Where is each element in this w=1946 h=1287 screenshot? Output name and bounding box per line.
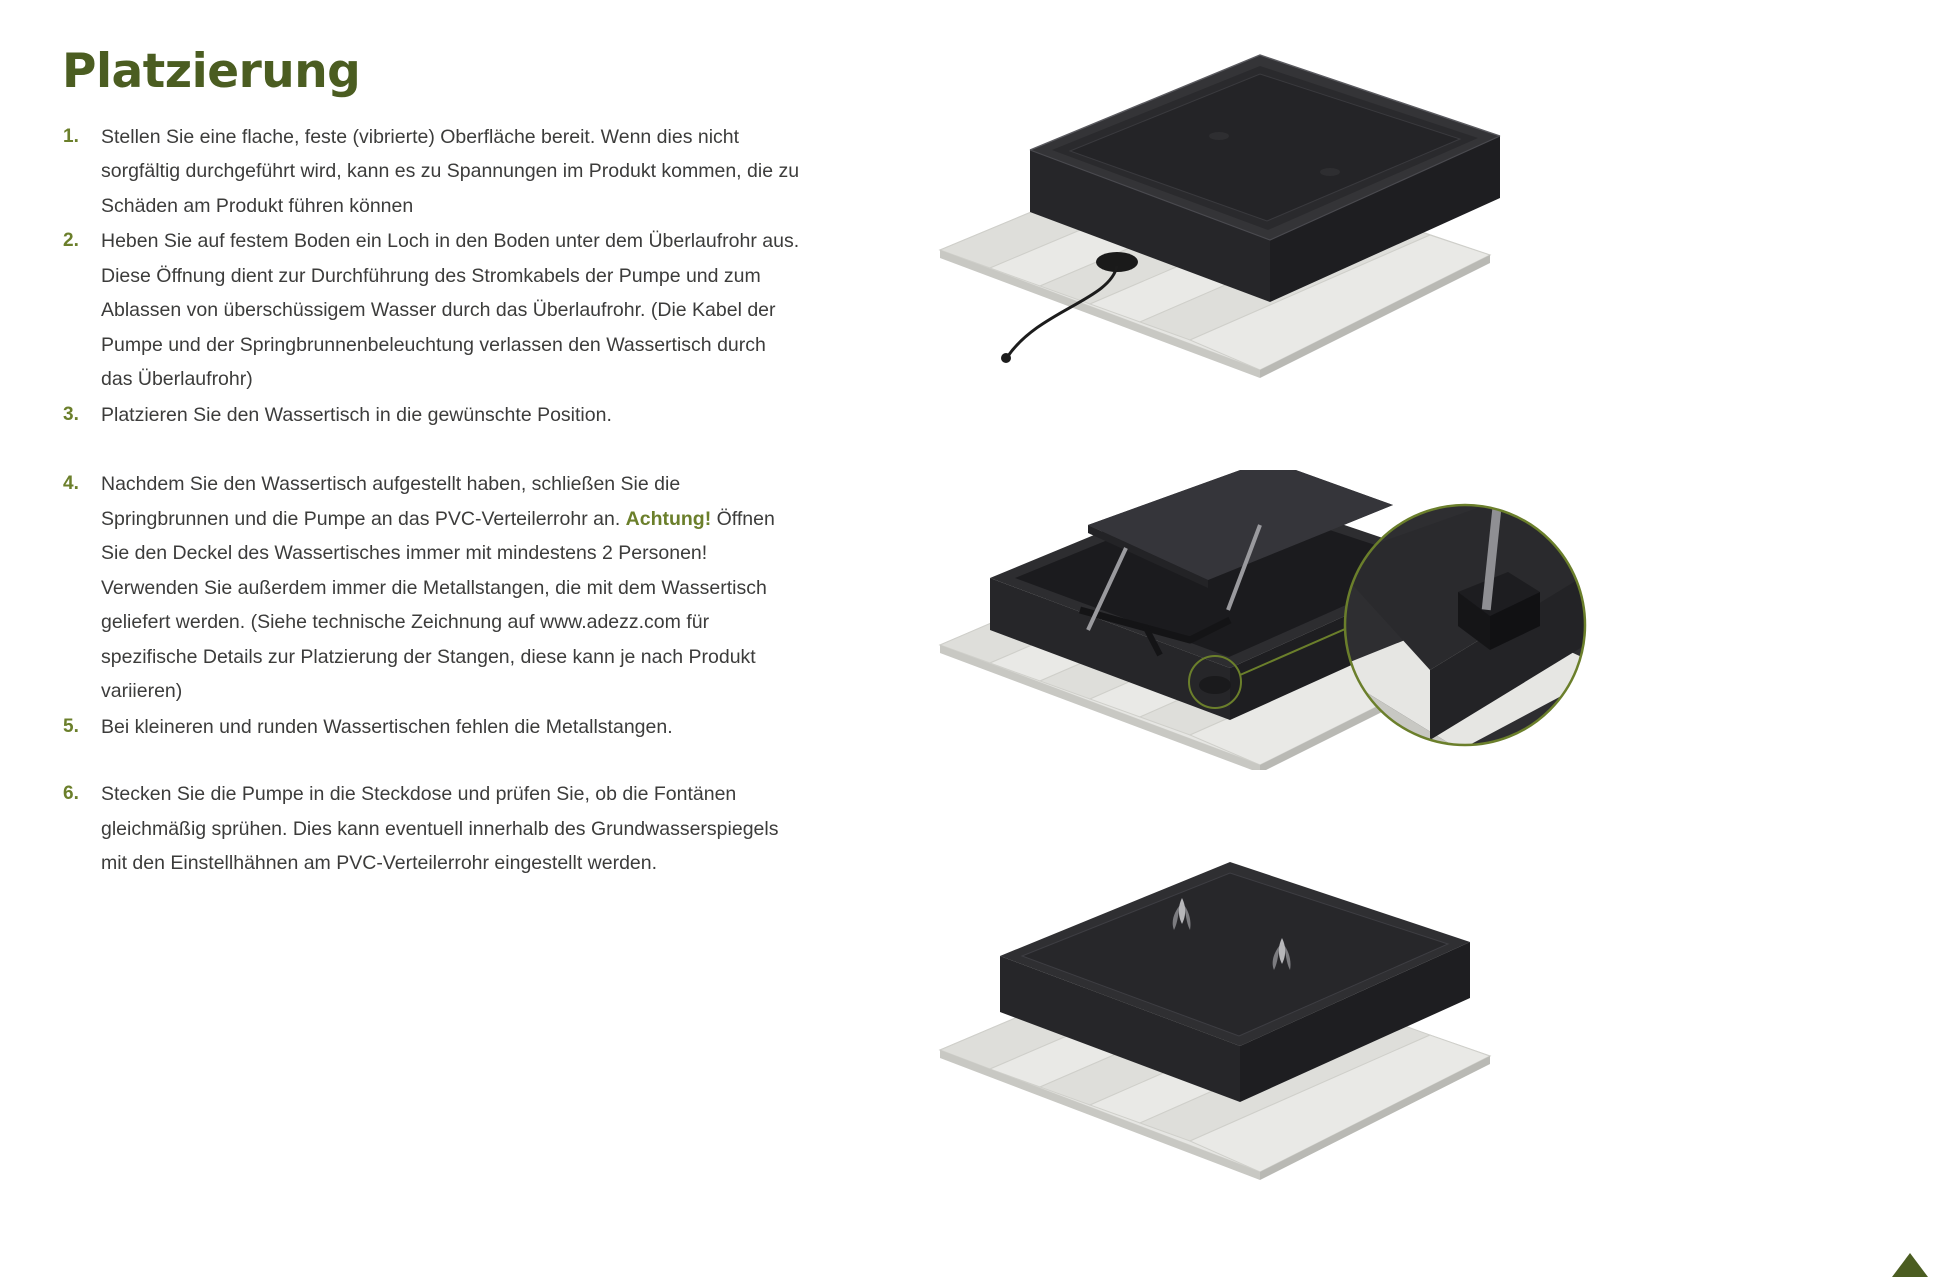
list-item <box>62 398 822 433</box>
step-text: Platzieren Sie den Wassertisch in die gewünschte Position. <box>101 403 612 426</box>
illustration-water-table-fountains <box>930 860 1550 1190</box>
step-text: Stellen Sie eine flache, feste (vibrierte) Oberfläche bereit. Wenn dies nicht sorgfältig durchgeführt wird, kann es zu Spannungen im Produkt kommen, die zu Schäden am Produkt führen können <box>101 125 800 217</box>
step-text-part: Öffnen Sie den Deckel des Wassertisches immer mit mindestens 2 Personen! Verwenden Sie außerdem immer die Metallstangen, die mit dem Wassertisch geliefert werden. (Siehe technische Zeichnung auf www.adezz.com für spezifische Details zur Platzierung der Stangen, diese kann je nach Produkt variieren) <box>101 507 775 703</box>
page-title: Platzierung <box>62 44 361 99</box>
step-text: Bei kleineren und runden Wassertischen fehlen die Metallstangen. <box>101 715 673 738</box>
step-text: Heben Sie auf festem Boden ein Loch in den Boden unter dem Überlaufrohr aus. Diese Öffnung dient zur Durchführung des Stromkabels der Pumpe und zum Ablassen von überschüssigem Wasser durch das Überlaufrohr. (Die Kabel der Pumpe und der Springbrunnenbeleuchtung verlassen den Wassertisch durch das Überlaufrohr) <box>101 230 800 391</box>
step-text <box>101 467 801 709</box>
step-number: 4. <box>63 473 79 495</box>
list-item <box>62 467 822 709</box>
illustrations-column <box>930 0 1946 1287</box>
rod-bracket <box>1199 676 1231 694</box>
step-number: 2. <box>63 230 79 252</box>
instructions-column <box>62 46 822 882</box>
step-number: 5. <box>63 715 79 737</box>
step-number: 1. <box>63 125 79 147</box>
warning-label: Achtung! <box>625 507 712 530</box>
list-item <box>62 710 822 745</box>
list-item <box>62 777 822 881</box>
corner-mark-icon <box>1888 1249 1932 1279</box>
step-number: 3. <box>63 403 79 425</box>
step-number: 6. <box>63 783 79 805</box>
list-item <box>62 224 822 397</box>
list-item <box>62 120 822 224</box>
steps-list <box>62 120 822 881</box>
spacer <box>62 745 822 777</box>
illustration-detail-metal-rod <box>1340 500 1590 750</box>
illustration-water-table-closed <box>930 40 1550 400</box>
step-text-part: Nachdem Sie den Wassertisch aufgestellt haben, schließen Sie die Springbrunnen und die Pumpe an das PVC-Verteilerrohr an. <box>101 473 681 530</box>
step-text: Stecken Sie die Pumpe in die Steckdose und prüfen Sie, ob die Fontänen gleichmäßig sprühen. Dies kann eventuell innerhalb des Grundwasserspiegels mit den Einstellhähnen am PVC-Verteilerrohr eingestellt werden. <box>101 783 779 875</box>
spacer <box>62 433 822 467</box>
